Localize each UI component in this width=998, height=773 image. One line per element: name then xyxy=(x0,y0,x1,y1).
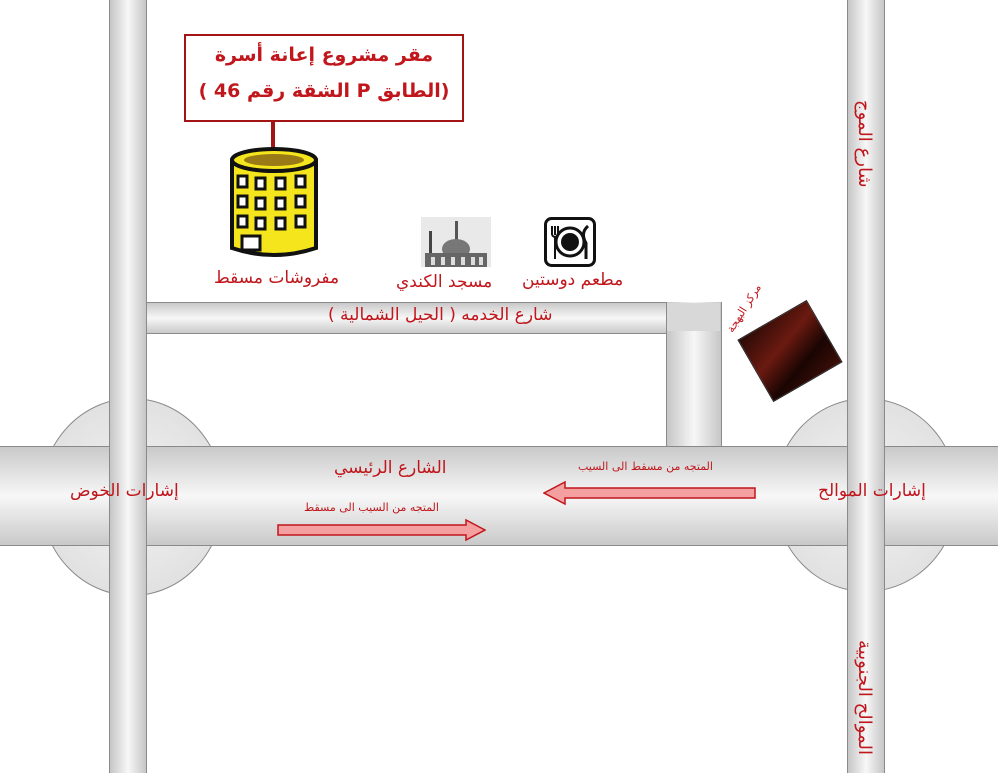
project-callout xyxy=(184,34,464,122)
right-signal-label: إشارات الموالح xyxy=(818,481,926,501)
towards-muscat-label: المتجه من السيب الى مسقط xyxy=(304,501,439,514)
towards-seeb-label: المتجه من مسقط الى السيب xyxy=(578,460,713,473)
callout-line-2: (الطابق P الشقة رقم 46 ) xyxy=(198,80,450,102)
main-road-label: الشارع الرئيسي xyxy=(334,458,447,478)
service-road-label: شارع الخدمه ( الحيل الشمالية ) xyxy=(328,305,553,325)
center-label: مركز البهجة xyxy=(724,281,764,335)
mosque-icon xyxy=(421,217,491,267)
furniture-label: مفروشات مسقط xyxy=(214,268,340,288)
left-arrow-icon xyxy=(543,480,757,506)
connector-corner xyxy=(667,303,720,331)
building-icon xyxy=(228,142,320,262)
restaurant-icon xyxy=(544,217,596,267)
left-signal-label: إشارات الخوض xyxy=(70,481,179,501)
center-photo xyxy=(737,300,842,402)
left-vertical-road xyxy=(109,0,147,773)
restaurant-label: مطعم دوستين xyxy=(522,270,624,290)
callout-line-1: مقر مشروع إعانة أسرة xyxy=(214,44,434,66)
right-bottom-street-label: الموالح الجنوبية xyxy=(854,640,875,755)
right-top-street-label: شارع الموج xyxy=(854,100,875,188)
right-arrow-icon xyxy=(276,518,486,542)
mosque-label: مسجد الكندي xyxy=(396,272,493,292)
